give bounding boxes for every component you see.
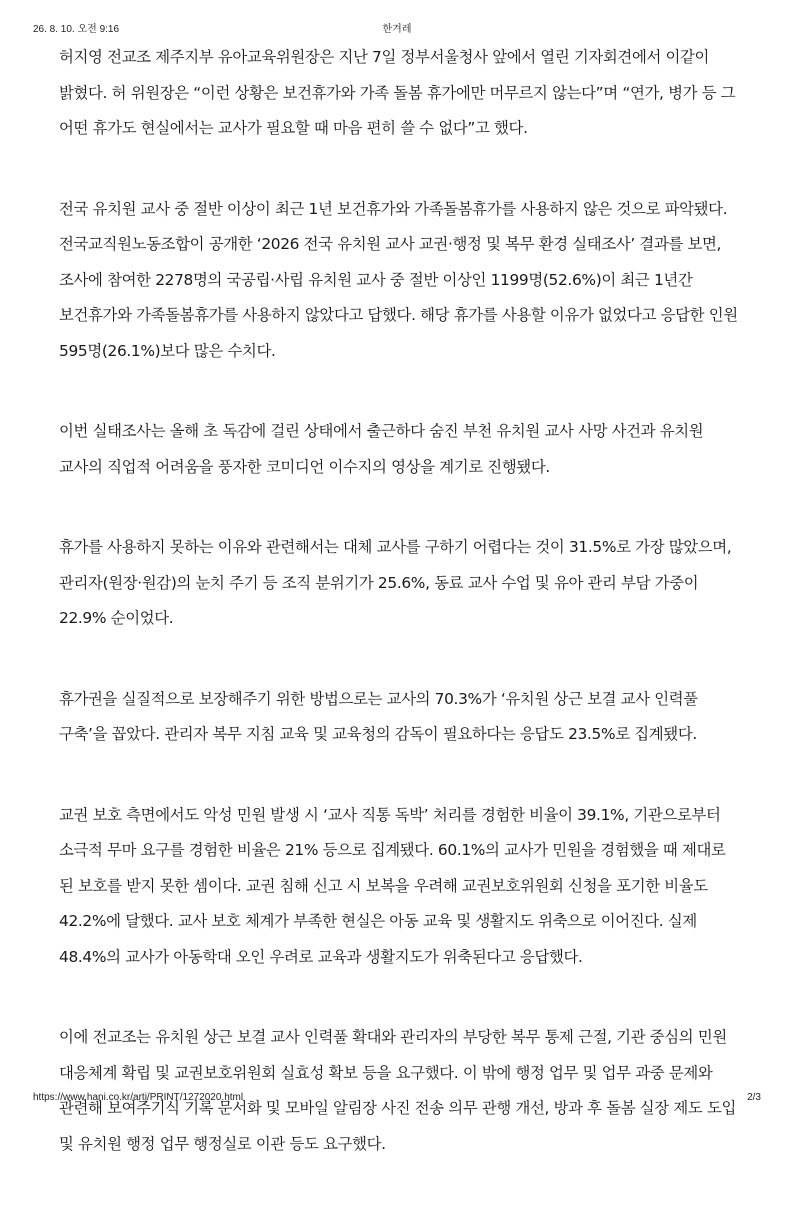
print-site-title: 한겨레 [382, 23, 412, 35]
article-paragraph: 허지영 전교조 제주지부 유아교육위원장은 지난 7일 정부서울청사 앞에서 열린 기자회견에서 이같이 밝혔다. 허 위원장은 “이런 상황은 보건휴가와 가족 돌봄 휴가에만 머무르지 않는다”며 “연가, 병가 등 그 어떤 휴가도 현실에서는 교사가 필요할 때 마음 편히 쓸 수 없다”고 했다. [59, 48, 736, 137]
article-paragraph: 이번 실태조사는 올해 초 독감에 걸린 상태에서 출근하다 숨진 부천 유치원 교사 사망 사건과 유치원 교사의 직업적 어려움을 풍자한 코미디언 이수지의 영상을 계기로 진행됐다. [59, 422, 704, 476]
article-paragraph: 휴가를 사용하지 못하는 이유와 관련해서는 대체 교사를 구하기 어렵다는 것이 31.5%로 가장 많았으며, 관리자(원장·원감)의 눈치 주기 등 조직 분위기가 25.6%, 동료 교사 수업 및 유아 관리 부담 가중이 22.9% 순이었다. [59, 538, 732, 627]
article-paragraph: 교권 보호 측면에서도 악성 민원 발생 시 ‘교사 직통 독박’ 처리를 경험한 비율이 39.1%, 기관으로부터 소극적 무마 요구를 경험한 비율은 21% 등으로 집계됐다. 60.1%의 교사가 민원을 경험했을 때 제대로 된 보호를 받지 못한 셈이다. 교권 침해 신고 시 보복을 우려해 교권보호위원회 신청을 포기한 비율도 42.2%에 달했다. 교사 보호 체계가 부족한 현실은 아동 교육 및 생활지도 위축으로 이어진다. 실제 48.4%의 교사가 아동학대 오인 우려로 교육과 생활지도가 위축된다고 응답했다. [59, 805, 726, 966]
print-footer [33, 1090, 761, 1104]
page-number: 2/3 [747, 1091, 761, 1103]
print-datetime: 26. 8. 10. 오전 9:16 [33, 23, 120, 35]
article-paragraph: 전국 유치원 교사 중 절반 이상이 최근 1년 보건휴가와 가족돌봄휴가를 사용하지 않은 것으로 파악됐다. 전국교직원노동조합이 공개한 ‘2026 전국 유치원 교사 교권·행정 및 복무 환경 실태조사’ 결과를 보면, 조사에 참여한 2278명의 국공립·사립 유치원 교사 중 절반 이상인 1199명(52.6%)이 최근 1년간 보건휴가와 가족돌봄휴가를 사용하지 않았다고 답했다. 해당 휴가를 사용할 이유가 없었다고 응답한 인원 595명(26.1%)보다 많은 수치다. [59, 199, 738, 360]
article-paragraph: 이에 전교조는 유치원 상근 보결 교사 인력풀 확대와 관리자의 부당한 복무 통제 근절, 기관 중심의 민원 대응체계 확립 및 교권보호위원회 실효성 확보 등을 요구했다. 이 밖에 행정 업무 및 업무 과중 문제와 관련해 보여주기식 기록 문서화 및 모바일 알림장 사진 전송 의무 관행 개선, 방과 후 돌봄 실장 제도 도입 및 유치원 행정 업무 행정실로 이관 등도 요구했다. [59, 1028, 736, 1153]
print-header [33, 20, 761, 34]
print-url: https://www.hani.co.kr/arti/PRINT/1272020.html [33, 1091, 244, 1103]
article-body [59, 40, 742, 1207]
article-paragraph: 휴가권을 실질적으로 보장해주기 위한 방법으로는 교사의 70.3%가 ‘유치원 상근 보결 교사 인력풀 구축’을 꼽았다. 관리자 복무 지침 교육 및 교육청의 감독이 필요하다는 응답도 23.5%로 집계됐다. [59, 689, 698, 743]
